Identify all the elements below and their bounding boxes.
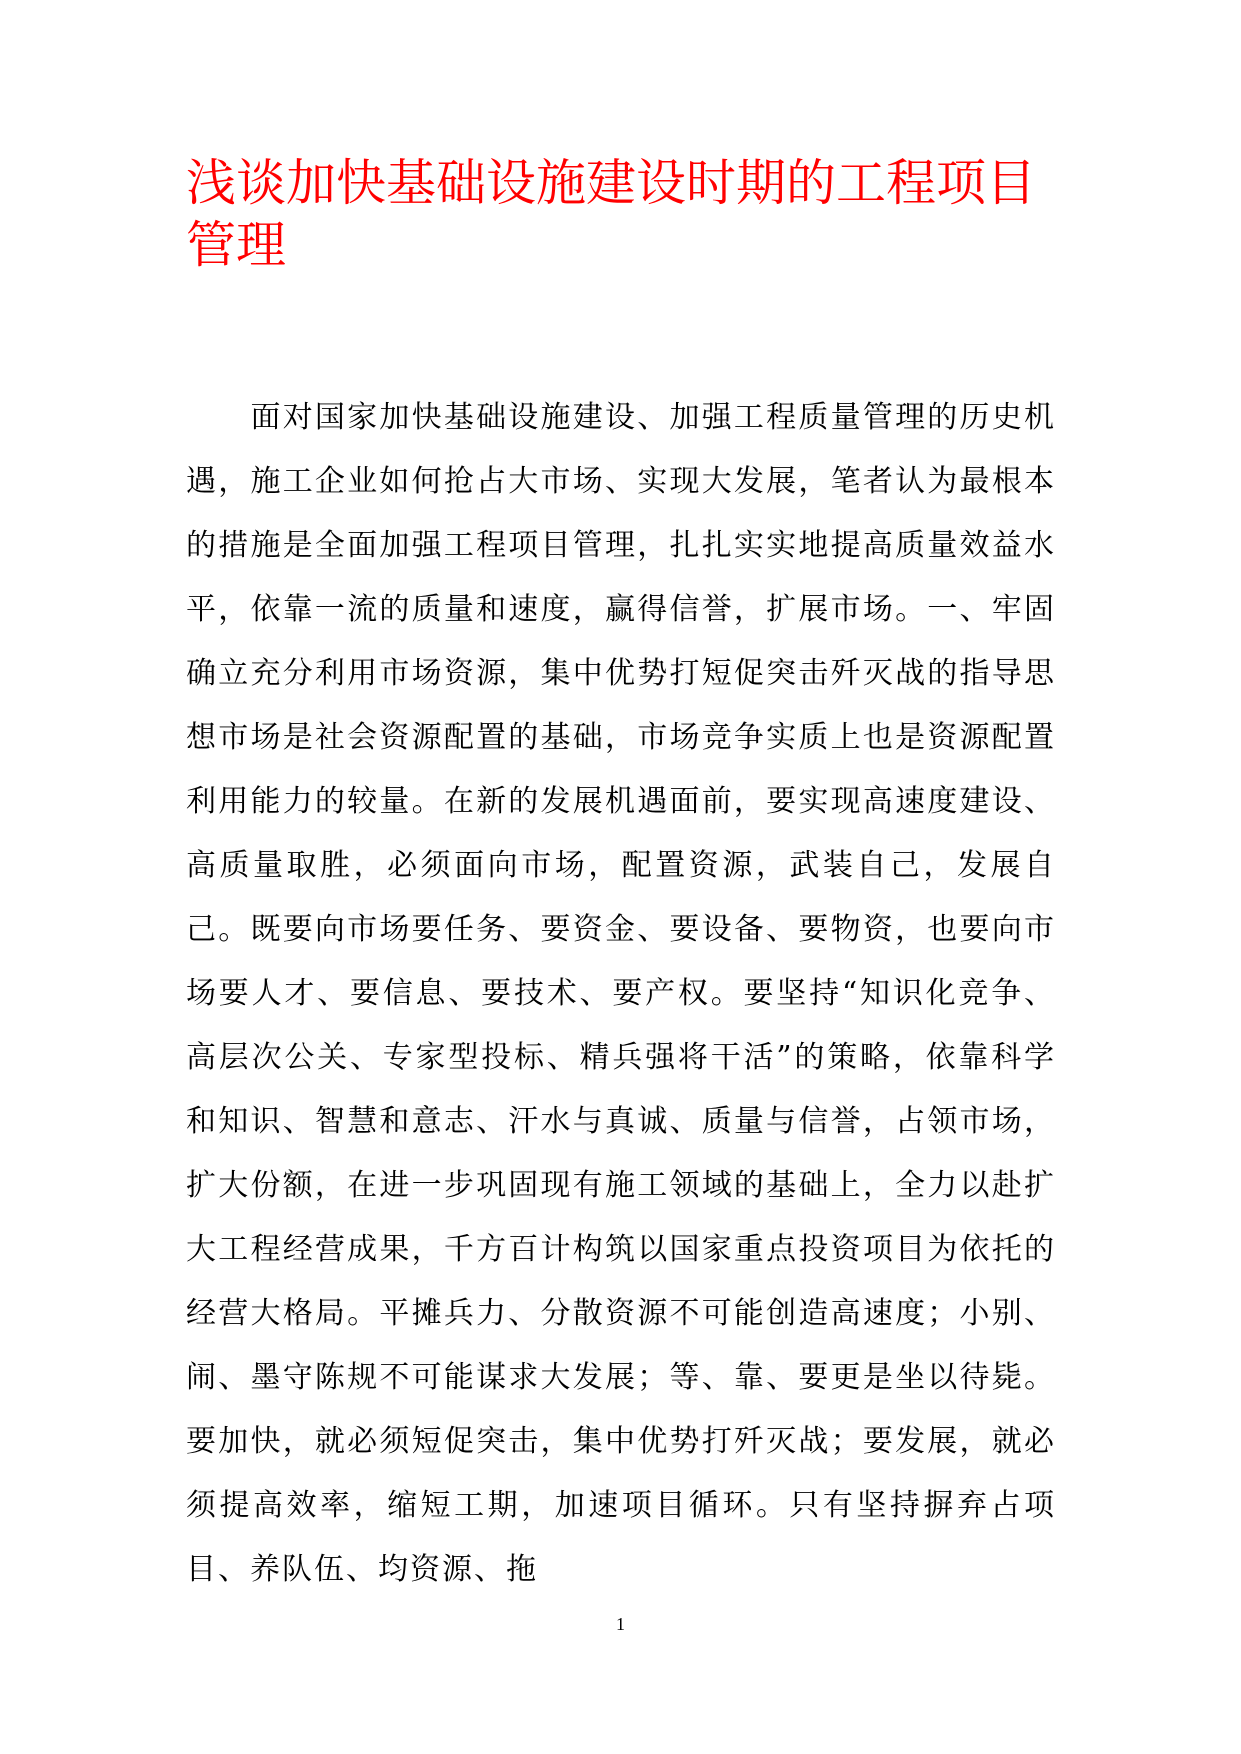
page-number: 1 bbox=[616, 1614, 625, 1634]
document-title: 浅谈加快基础设施建设时期的工程项目管理 bbox=[186, 154, 1036, 274]
document-body-text: 面对国家加快基础设施建设、加强工程质量管理的历史机遇，施工企业如何抢占大市场、实现大发展，笔者认为最根本的措施是全面加强工程项目管理，扎扎实实地提高质量效益水平，依靠一流的质量和速度，赢得信誉，扩展市场。一、牢固确立充分利用市场资源，集中优势打短促突击歼灭战的指导思想市场是社会资源配置的基础，市场竞争实质上也是资源配置利用能力的较量。在新的发展机遇面前，要实现高速度建设、高质量取胜，必须面向市场，配置资源，武装自己，发展自己。既要向市场要任务、要资金、要设备、要物资，也要向市场要人才、要信息、要技术、要产权。要坚持“知识化竞争、高层次公关、专家型投标、精兵强将干活”的策略，依靠科学和知识、智慧和意志、汗水与真诚、质量与信誉，占领市场，扩大份额，在进一步巩固现有施工领域的基础上，全力以赴扩大工程经营成果，千方百计构筑以国家重点投资项目为依托的经营大格局。平摊兵力、分散资源不可能创造高速度；小别、闹、墨守陈规不可能谋求大发展；等、靠、要更是坐以待毙。要加快，就必须短促突击，集中优势打歼灭战；要发展，就必须提高效率，缩短工期，加速项目循环。只有坚持摒弃占项目、养队伍、均资源、拖 bbox=[186, 400, 1056, 1587]
